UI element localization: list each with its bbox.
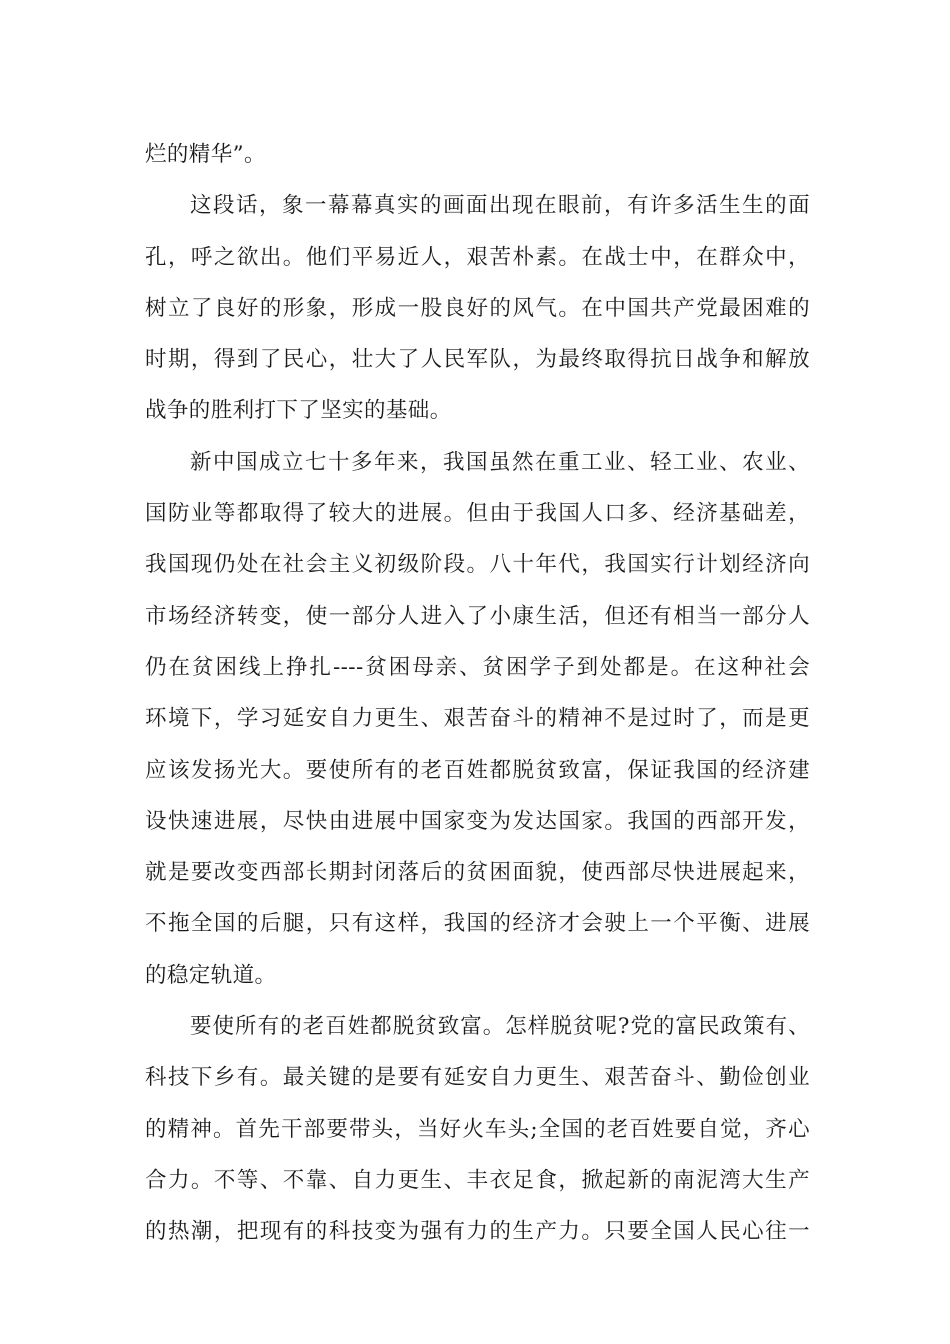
text-line: 我国现仍处在社会主义初级阶段。八十年代，我国实行计划经济向: [145, 552, 810, 578]
text-line: 不拖全国的后腿，只有这样，我国的经济才会驶上一个平衡、进展: [145, 911, 810, 937]
text-line: 要使所有的老百姓都脱贫致富。怎样脱贫呢?党的富民政策有、: [190, 1014, 810, 1040]
text-line: 环境下，学习延安自力更生、艰苦奋斗的精神不是过时了，而是更: [145, 706, 810, 732]
text-line: 战争的胜利打下了坚实的基础。: [145, 398, 452, 424]
text-line: 这段话，象一幕幕真实的画面出现在眼前，有许多活生生的面: [190, 193, 810, 219]
text-line: 市场经济转变，使一部分人进入了小康生活，但还有相当一部分人: [145, 603, 810, 629]
body-text: [145, 129, 810, 1258]
text-line: 的稳定轨道。: [145, 962, 277, 988]
text-line: 的精神。首先干部要带头，当好火车头;全国的老百姓要自觉，齐心: [145, 1116, 810, 1142]
text-line: 的热潮，把现有的科技变为强有力的生产力。只要全国人民心往一: [145, 1219, 810, 1245]
text-line: 合力。不等、不靠、自力更生、丰衣足食，掀起新的南泥湾大生产: [145, 1167, 810, 1193]
text-line: 孔，呼之欲出。他们平易近人，艰苦朴素。在战士中，在群众中，: [145, 244, 810, 270]
text-line: 时期，得到了民心，壮大了人民军队，为最终取得抗日战争和解放: [145, 347, 810, 373]
text-line: 仍在贫困线上挣扎----贫困母亲、贫困学子到处都是。在这种社会: [145, 654, 810, 680]
text-line: 新中国成立七十多年来，我国虽然在重工业、轻工业、农业、: [190, 449, 810, 475]
text-line: 就是要改变西部长期封闭落后的贫困面貌，使西部尽快进展起来，: [145, 860, 810, 886]
text-line: 设快速进展，尽快由进展中国家变为发达国家。我国的西部开发，: [145, 808, 810, 834]
text-line: 烂的精华”。: [145, 142, 266, 167]
text-line: 科技下乡有。最关键的是要有延安自力更生、艰苦奋斗、勤俭创业: [145, 1065, 810, 1091]
text-line: 应该发扬光大。要使所有的老百姓都脱贫致富，保证我国的经济建: [145, 757, 810, 783]
text-line: 国防业等都取得了较大的进展。但由于我国人口多、经济基础差，: [145, 501, 810, 527]
text-line: 树立了良好的形象，形成一股良好的风气。在中国共产党最困难的: [145, 295, 810, 321]
